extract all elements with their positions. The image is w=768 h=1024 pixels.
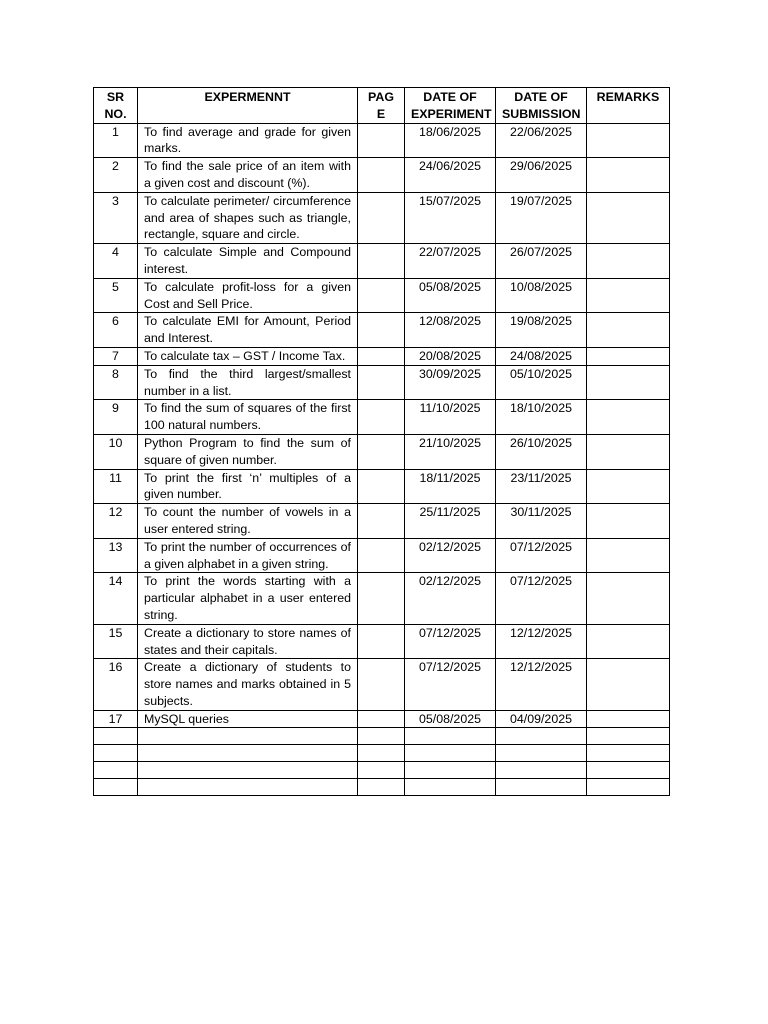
- page-cell: [358, 244, 405, 279]
- experiment-cell: [138, 779, 358, 796]
- remarks-cell: [587, 123, 670, 158]
- sr-no-cell: 17: [94, 710, 138, 728]
- sr-no-cell: 13: [94, 538, 138, 573]
- table-row: [94, 400, 670, 435]
- header-page: PAG E: [358, 88, 405, 124]
- experiment-cell: [138, 745, 358, 762]
- sr-no-cell: 1: [94, 123, 138, 158]
- date-of-experiment-cell: 12/08/2025: [405, 313, 496, 348]
- remarks-cell: [587, 728, 670, 745]
- remarks-cell: [587, 779, 670, 796]
- sr-no-cell: [94, 762, 138, 779]
- date-of-submission-cell: 07/12/2025: [496, 538, 587, 573]
- remarks-cell: [587, 347, 670, 365]
- sr-no-cell: 3: [94, 192, 138, 243]
- remarks-cell: [587, 538, 670, 573]
- header-date-of-experiment: DATE OF EXPERIMENT: [405, 88, 496, 124]
- date-of-experiment-cell: 05/08/2025: [405, 710, 496, 728]
- table-row: [94, 347, 670, 365]
- table-row: [94, 123, 670, 158]
- remarks-cell: [587, 573, 670, 624]
- sr-no-cell: 4: [94, 244, 138, 279]
- experiment-cell: To print the words starting with a particular alphabet in a user entered string.: [138, 573, 358, 624]
- page-cell: [358, 278, 405, 313]
- page-cell: [358, 400, 405, 435]
- page-cell: [358, 347, 405, 365]
- date-of-submission-cell: [496, 745, 587, 762]
- sr-no-cell: 15: [94, 624, 138, 659]
- page-cell: [358, 158, 405, 193]
- page-cell: [358, 624, 405, 659]
- experiment-cell: To find the sum of squares of the first 100 natural numbers.: [138, 400, 358, 435]
- remarks-cell: [587, 710, 670, 728]
- sr-no-cell: 8: [94, 365, 138, 400]
- table-row: [94, 762, 670, 779]
- table-row: [94, 192, 670, 243]
- sr-no-cell: [94, 745, 138, 762]
- table-row: [94, 624, 670, 659]
- sr-no-cell: 10: [94, 434, 138, 469]
- remarks-cell: [587, 762, 670, 779]
- experiment-cell: To calculate profit-loss for a given Cost and Sell Price.: [138, 278, 358, 313]
- date-of-submission-cell: 26/07/2025: [496, 244, 587, 279]
- remarks-cell: [587, 400, 670, 435]
- date-of-experiment-cell: 20/08/2025: [405, 347, 496, 365]
- date-of-submission-cell: 18/10/2025: [496, 400, 587, 435]
- experiment-cell: To find average and grade for given marks.: [138, 123, 358, 158]
- date-of-submission-cell: 04/09/2025: [496, 710, 587, 728]
- remarks-cell: [587, 278, 670, 313]
- date-of-submission-cell: 07/12/2025: [496, 573, 587, 624]
- experiment-cell: Create a dictionary to store names of states and their capitals.: [138, 624, 358, 659]
- experiment-cell: [138, 762, 358, 779]
- date-of-submission-cell: 12/12/2025: [496, 624, 587, 659]
- page-cell: [358, 313, 405, 348]
- table-row: [94, 504, 670, 539]
- date-of-experiment-cell: 30/09/2025: [405, 365, 496, 400]
- table-row: [94, 779, 670, 796]
- remarks-cell: [587, 504, 670, 539]
- date-of-experiment-cell: 22/07/2025: [405, 244, 496, 279]
- remarks-cell: [587, 659, 670, 710]
- sr-no-cell: 12: [94, 504, 138, 539]
- experiment-cell: To find the third largest/smallest number in a list.: [138, 365, 358, 400]
- date-of-experiment-cell: [405, 745, 496, 762]
- date-of-submission-cell: 10/08/2025: [496, 278, 587, 313]
- date-of-experiment-cell: 21/10/2025: [405, 434, 496, 469]
- sr-no-cell: 14: [94, 573, 138, 624]
- date-of-experiment-cell: 24/06/2025: [405, 158, 496, 193]
- date-of-submission-cell: 22/06/2025: [496, 123, 587, 158]
- sr-no-cell: 5: [94, 278, 138, 313]
- sr-no-cell: 6: [94, 313, 138, 348]
- date-of-experiment-cell: 02/12/2025: [405, 573, 496, 624]
- header-sr-no: SR NO.: [94, 88, 138, 124]
- remarks-cell: [587, 244, 670, 279]
- date-of-submission-cell: 24/08/2025: [496, 347, 587, 365]
- experiment-cell: Create a dictionary of students to store names and marks obtained in 5 subjects.: [138, 659, 358, 710]
- page-cell: [358, 538, 405, 573]
- date-of-experiment-cell: 07/12/2025: [405, 624, 496, 659]
- table-row: [94, 710, 670, 728]
- page-cell: [358, 434, 405, 469]
- experiment-cell: MySQL queries: [138, 710, 358, 728]
- sr-no-cell: 9: [94, 400, 138, 435]
- date-of-experiment-cell: 05/08/2025: [405, 278, 496, 313]
- page-cell: [358, 779, 405, 796]
- experiment-cell: To calculate Simple and Compound interest.: [138, 244, 358, 279]
- date-of-experiment-cell: 25/11/2025: [405, 504, 496, 539]
- experiment-cell: To calculate tax – GST / Income Tax.: [138, 347, 358, 365]
- header-experiment: EXPERMENNT: [138, 88, 358, 124]
- experiment-cell: To find the sale price of an item with a given cost and discount (%).: [138, 158, 358, 193]
- date-of-experiment-cell: 18/06/2025: [405, 123, 496, 158]
- remarks-cell: [587, 469, 670, 504]
- sr-no-cell: [94, 728, 138, 745]
- page-cell: [358, 710, 405, 728]
- date-of-submission-cell: 19/07/2025: [496, 192, 587, 243]
- table-row: [94, 745, 670, 762]
- date-of-experiment-cell: [405, 779, 496, 796]
- sr-no-cell: 2: [94, 158, 138, 193]
- table-row: [94, 158, 670, 193]
- date-of-submission-cell: [496, 728, 587, 745]
- table-row: [94, 469, 670, 504]
- table-row: [94, 728, 670, 745]
- date-of-experiment-cell: 02/12/2025: [405, 538, 496, 573]
- page-cell: [358, 504, 405, 539]
- date-of-submission-cell: 30/11/2025: [496, 504, 587, 539]
- date-of-experiment-cell: [405, 762, 496, 779]
- date-of-submission-cell: 12/12/2025: [496, 659, 587, 710]
- date-of-submission-cell: [496, 762, 587, 779]
- page-cell: [358, 659, 405, 710]
- date-of-experiment-cell: 15/07/2025: [405, 192, 496, 243]
- table-row: [94, 278, 670, 313]
- experiment-cell: To calculate EMI for Amount, Period and Interest.: [138, 313, 358, 348]
- page-cell: [358, 469, 405, 504]
- table-row: [94, 244, 670, 279]
- sr-no-cell: 16: [94, 659, 138, 710]
- header-remarks: REMARKS: [587, 88, 670, 124]
- table-row: [94, 573, 670, 624]
- table-row: [94, 313, 670, 348]
- date-of-experiment-cell: 07/12/2025: [405, 659, 496, 710]
- table-row: [94, 538, 670, 573]
- date-of-experiment-cell: 11/10/2025: [405, 400, 496, 435]
- table-row: [94, 659, 670, 710]
- date-of-submission-cell: 05/10/2025: [496, 365, 587, 400]
- page-cell: [358, 728, 405, 745]
- experiment-index-table: [93, 87, 670, 796]
- date-of-submission-cell: 29/06/2025: [496, 158, 587, 193]
- experiment-cell: [138, 728, 358, 745]
- page-cell: [358, 573, 405, 624]
- table-row: [94, 434, 670, 469]
- remarks-cell: [587, 365, 670, 400]
- experiment-cell: To calculate perimeter/ circumference and area of shapes such as triangle, rectangle, square and circle.: [138, 192, 358, 243]
- page-cell: [358, 192, 405, 243]
- experiment-cell: Python Program to find the sum of square of given number.: [138, 434, 358, 469]
- page-cell: [358, 762, 405, 779]
- remarks-cell: [587, 158, 670, 193]
- sr-no-cell: 11: [94, 469, 138, 504]
- remarks-cell: [587, 624, 670, 659]
- header-row: [94, 88, 670, 124]
- remarks-cell: [587, 192, 670, 243]
- page-cell: [358, 123, 405, 158]
- date-of-experiment-cell: [405, 728, 496, 745]
- experiment-cell: To print the first ‘n’ multiples of a given number.: [138, 469, 358, 504]
- header-date-of-submission: DATE OF SUBMISSION: [496, 88, 587, 124]
- page-cell: [358, 365, 405, 400]
- remarks-cell: [587, 313, 670, 348]
- remarks-cell: [587, 434, 670, 469]
- remarks-cell: [587, 745, 670, 762]
- sr-no-cell: [94, 779, 138, 796]
- experiment-cell: To count the number of vowels in a user entered string.: [138, 504, 358, 539]
- date-of-submission-cell: 23/11/2025: [496, 469, 587, 504]
- date-of-submission-cell: 26/10/2025: [496, 434, 587, 469]
- page-cell: [358, 745, 405, 762]
- experiment-cell: To print the number of occurrences of a given alphabet in a given string.: [138, 538, 358, 573]
- table-row: [94, 365, 670, 400]
- date-of-submission-cell: 19/08/2025: [496, 313, 587, 348]
- sr-no-cell: 7: [94, 347, 138, 365]
- date-of-submission-cell: [496, 779, 587, 796]
- date-of-experiment-cell: 18/11/2025: [405, 469, 496, 504]
